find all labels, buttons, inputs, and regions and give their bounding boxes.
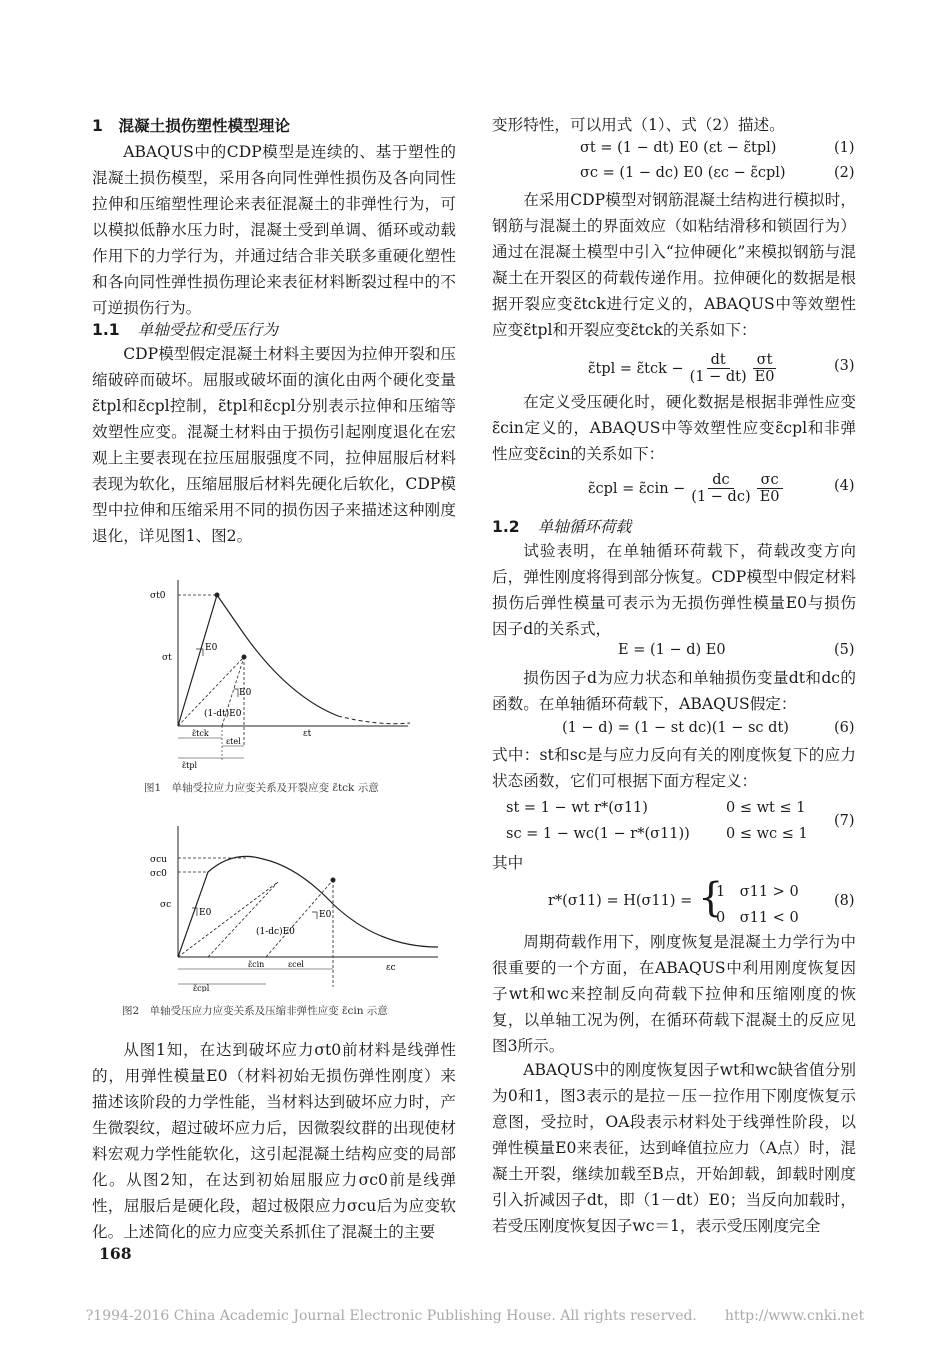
- current-point: [331, 878, 336, 883]
- equation-5-number: (5): [834, 642, 855, 658]
- state-function-paragraph: 式中：st和sc是与应力反向有关的刚度恢复下的应力状态函数，它们可根据下面方程定义：: [492, 746, 856, 790]
- equation-8-case-1: 1 σ11 > 0: [716, 884, 799, 900]
- equation-6-number: (6): [834, 720, 855, 736]
- eps-el-label: εcel: [288, 960, 304, 969]
- eq4-lhs: ε̃cpl = ε̃cin −: [588, 480, 686, 497]
- cyclic-paragraph: 试验表明，在单轴循环荷载下，荷载改变方向后，弹性刚度将得到部分恢复。CDP模型中假定材料损伤后弹性模量可表示为无损伤弹性模量E0与损伤因子d的关系式，: [492, 542, 856, 638]
- figure-1-tension-curve: [148, 576, 418, 771]
- intro-paragraph: ABAQUS中的CDP模型是连续的、基于塑性的混凝土损伤模型，采用各向同性弹性损伤及各向同性拉伸和压缩塑性理论来表征混凝土的非弹性行为，可以模拟低静水压力时，混凝土受到单调、循环或动载作用下的力学行为，并通过结合非关联多重硬化塑性和各向同性弹性损伤理论来表征材料断裂过程中的不可逆损伤行为。: [92, 143, 456, 317]
- eps-c-label: εc: [386, 963, 396, 973]
- subsection-1-2-heading: [492, 515, 631, 537]
- e0b-label: E0: [319, 910, 332, 920]
- subsection-number: 1.1: [92, 321, 120, 339]
- figure-2-caption: 图2 单轴受压应力应变关系及压缩非弹性应变 ε̃cin 示意: [122, 1005, 388, 1017]
- e0-label: E0: [205, 643, 218, 653]
- equation-3-number: (3): [834, 358, 855, 374]
- period-paragraph: 周期荷载作用下，刚度恢复是混凝土力学行为中很重要的一个方面，在ABAQUS中利用刚度恢复因子wt和wc来控制反向荷载下拉伸和压缩刚度的恢复，以单轴工况为例，在循环荷载下混凝土的反应见图3所示。: [492, 933, 856, 1055]
- eq3-fraction-1: $\frac{dt}{(1 - dt)}$: [689, 352, 747, 385]
- eq4-fraction-1: $\frac{dc}{(1 - dc)}$: [691, 472, 751, 505]
- equation-8-lhs: r*(σ11) = H(σ11) =: [548, 893, 693, 909]
- unload-line-1: [208, 882, 278, 957]
- compression-paragraph: 在定义受压硬化时，硬化数据是根据非弹性应变ε̃cin定义的，ABAQUS中等效塑性应变ε̃cpl和非弹性应变ε̃cin的关系如下：: [492, 393, 856, 463]
- equation-1-number: (1): [834, 140, 855, 156]
- eps-in-label: ε̃cin: [248, 960, 265, 969]
- equation-2: σc = (1 − dc) E0 (εc − ε̃cpl): [580, 165, 786, 181]
- default-values-paragraph: ABAQUS中的刚度恢复因子wt和wc缺省值分别为0和1，图3表示的是拉－压－拉作用下刚度恢复示意图，受拉时，OA段表示材料处于线弹性阶段，以弹性模量E0来表征，达到峰值拉应力（A点）时，混凝土开裂，继续加载至B点，开始卸载，卸载时刚度引入折减因子dt，即（1－dt）E0；当反向加载时，若受压刚度恢复因子wc＝1，表示受压刚度完全: [492, 1061, 856, 1235]
- equation-2-number: (2): [834, 165, 855, 181]
- page-number: 168: [99, 1244, 132, 1263]
- subsection-title: 单轴受拉和受压行为: [137, 321, 278, 339]
- equation-6: (1 − d) = (1 − st dc)(1 − sc dt): [562, 720, 789, 736]
- sigma-t-label: σt: [162, 653, 172, 663]
- subsection-title: 单轴循环荷载: [537, 518, 632, 536]
- eq3-fraction-2: σt E0: [754, 352, 775, 385]
- equation-7-number: (7): [834, 813, 855, 829]
- secant-line: [178, 882, 278, 957]
- current-point: [242, 655, 247, 660]
- eps-ck-label: ε̃tck: [192, 729, 209, 738]
- eps-el-label: εtel: [226, 737, 241, 746]
- equation-8-number: (8): [834, 893, 855, 909]
- equation-5: E = (1 − d) E0: [618, 642, 726, 658]
- subsection-number: 1.2: [492, 518, 520, 536]
- damage-label: (1-dc)E0: [256, 927, 295, 937]
- equation-3: [588, 352, 776, 385]
- e0b-label: E0: [239, 688, 252, 698]
- eq4-fraction-2: σc E0: [757, 472, 783, 505]
- equation-4: [588, 472, 783, 505]
- softening-tail: [338, 716, 410, 724]
- equation-1: σt = (1 − dt) E0 (εt − ε̃tpl): [580, 140, 777, 156]
- sigma-c-label: σc: [160, 900, 172, 910]
- subsection-1-1-heading: [92, 318, 278, 340]
- section-title: 1 混凝土损伤塑性模型理论: [92, 117, 290, 135]
- figure-1-caption: 图1 单轴受拉应力应变关系及开裂应变 ε̃tck 示意: [144, 782, 379, 794]
- eq3-lhs: ε̃tpl = ε̃tck −: [588, 360, 684, 377]
- e0-label: E0: [199, 908, 212, 918]
- sigma-t0-label: σt0: [150, 591, 166, 601]
- bond-paragraph: 在采用CDP模型对钢筋混凝土结构进行模拟时，钢筋与混凝土的界面效应（如粘结滑移和锁固行为）通过在混凝土模型中引入“拉伸硬化”来模拟钢筋与混凝土在开裂区的荷载传递作用。拉伸硬化的数据是根据开裂应变ε̃tck进行定义的，ABAQUS中等效塑性应变ε̃tpl和开裂应变ε̃tck的关系如下：: [492, 191, 856, 339]
- cdp-paragraph: CDP模型假定混凝土材料主要因为拉伸开裂和压缩破碎而破坏。屈服或破坏面的演化由两个硬化变量ε̃tpl和ε̃cpl控制，ε̃tpl和ε̃cpl分别表示拉伸和压缩等效塑性应变。混凝土材料由于损伤引起刚度退化在宏观上主要表现在拉压屈服强度不同，拉伸屈服后材料表现为软化，压缩屈服后材料先硬化后软化，CDP模型中拉伸和压缩采用不同的损伤因子来描述这种刚度退化，详见图1、图2。: [92, 345, 456, 545]
- eps-pl-label: ε̃cpl: [193, 984, 210, 992]
- equation-7b-range: 0 ≤ wc ≤ 1: [726, 826, 808, 842]
- sigma-c0-label: σc0: [150, 869, 167, 879]
- damage-label: (1-dt)E0: [204, 709, 242, 719]
- equation-8-brace: {: [698, 875, 724, 921]
- figure-discussion-paragraph: 从图1知，在达到破坏应力σt0前材料是线弹性的，用弹性模量E0（材料初始无损伤弹性刚度）来描述该阶段的力学性能，当材料达到破坏应力时，产生微裂纹，超过破坏应力后，因微裂纹群的出现使材料宏观力学性能软化，这引起混凝土结构应变的局部化。从图2知，在达到初始屈服应力σc0前是线弹性，屈服后是硬化段，超过极限应力σcu后为应变软化。上述简化的应力应变关系抓住了混凝土的主要: [92, 1041, 456, 1241]
- continuation-text: 变形特性，可以用式（1）、式（2）描述。: [492, 116, 785, 134]
- equation-8-case-2: 0 σ11 < 0: [716, 910, 799, 926]
- equation-7b: sc = 1 − wc(1 − r*(σ11)): [506, 826, 690, 842]
- copyright-footer: ?1994-2016 China Academic Journal Electronic Publishing House. All rights reserved. http://www.cnki.net: [85, 1308, 865, 1324]
- where-text: 其中: [492, 854, 524, 872]
- equation-7a-range: 0 ≤ wt ≤ 1: [726, 800, 806, 816]
- softening-branch: [217, 595, 338, 716]
- figure-2-compression-curve: [148, 822, 448, 992]
- eps-t-label: εt: [303, 729, 312, 739]
- peak-point: [215, 593, 220, 598]
- stress-strain-curve: [178, 856, 438, 957]
- sigma-cu-label: σcu: [150, 855, 167, 865]
- elastic-branch: [178, 595, 217, 726]
- equation-7a: st = 1 − wt r*(σ11): [506, 800, 648, 816]
- damage-factor-paragraph: 损伤因子d为应力状态和单轴损伤变量dt和dc的函数。在单轴循环荷载下，ABAQUS假定：: [492, 669, 856, 713]
- equation-4-number: (4): [834, 478, 855, 494]
- eps-pl-label: ε̃tpl: [182, 761, 198, 770]
